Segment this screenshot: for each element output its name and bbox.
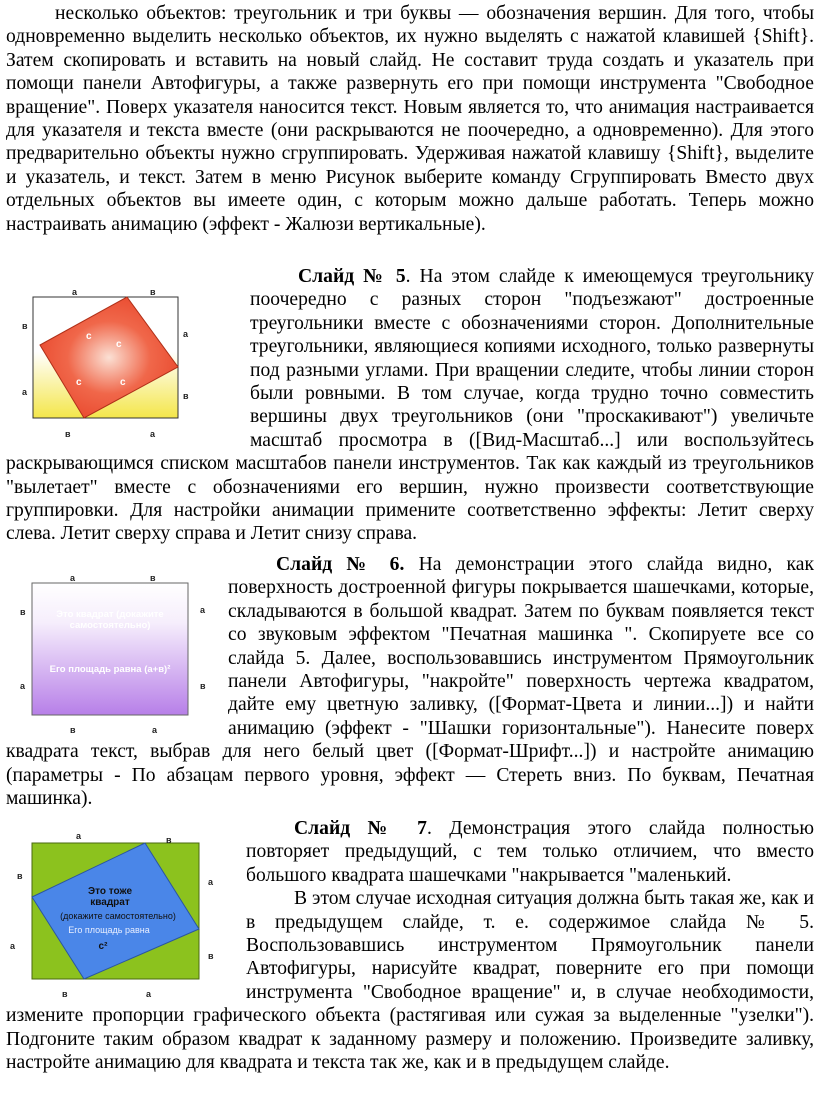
slide7-paragraph-2: В этом случае исходная ситуация должна быть такая же, как и в предыдущем слайде, т. е. содержимое слайда № 5. Воспользовавшись инструментом Прямоугольник панели Автофигуры, нарисуйте квадрат, поверните его при помощи инструмента "Свободное вращение" и, в случае необходимости, измените пропорции графического объекта (растягивая или сужая за выделенные "узелки"). Подгоните таким образом квадрат к заданному размеру и положению. Произведите заливку, настройте анимацию для квадрата и текста так же, как и в предыдущем слайде. bbox=[6, 888, 814, 1074]
slide5-heading: Слайд № 5 bbox=[298, 266, 406, 287]
label-a: а bbox=[183, 329, 189, 339]
label-b: в bbox=[150, 573, 156, 583]
label-b: в bbox=[208, 951, 214, 961]
label-b: в bbox=[17, 871, 23, 881]
label-c: с bbox=[116, 339, 122, 350]
label-a: а bbox=[208, 877, 214, 887]
slide6-square-text-1: Это квадрат (докажите самостоятельно) bbox=[56, 609, 164, 631]
slide7-section bbox=[6, 817, 814, 1074]
label-a: а bbox=[70, 573, 76, 583]
slide7-heading: Слайд № 7 bbox=[294, 818, 427, 839]
label-a: а bbox=[76, 831, 82, 841]
slide7-square-area: Его площадь равна bbox=[68, 925, 150, 935]
label-b: в bbox=[20, 607, 26, 617]
label-b: в bbox=[183, 391, 189, 401]
label-c: с bbox=[86, 331, 92, 342]
slide7-square-formula: с² bbox=[98, 941, 108, 952]
label-b: в bbox=[70, 725, 76, 735]
slide6-diagram bbox=[0, 555, 228, 735]
slide6-square bbox=[32, 583, 188, 715]
slide7-figure bbox=[0, 819, 246, 999]
slide5-section bbox=[6, 265, 814, 546]
slide7-square-title: Это тоже квадрат bbox=[87, 886, 133, 908]
label-c: с bbox=[120, 377, 126, 388]
label-a: а bbox=[200, 605, 206, 615]
slide5-figure bbox=[0, 267, 250, 443]
slide6-text: На демонстрации этого слайда видно, как поверхность достроенной фигуры покрывается шашечками, которые, складываются в большой квадрат. Затем по буквам появляется текст со звуковым эффектом "Печатная машинка ". Скопируете все со слайда 5. Далее, воспользовавшись инструментом Прямоугольник панели Автофигуры, "накройте" поверхность чертежа квадратом, дайте ему цветную заливку, ([Формат-Цвета и линии...]) и найти анимацию (эффект - "Шашки горизонтальные"). Нанесите поверх квадрата текст, выбрав для него белый цвет ([Формат-Шрифт...]) и настройте анимацию (параметры - По абзацам первого уровня, эффект — Стереть вниз. По буквам, Печатная машинка). bbox=[6, 554, 814, 810]
label-a: а bbox=[22, 387, 28, 397]
intro-paragraph: несколько объектов: треугольник и три буквы — обозначения вершин. Для того, чтобы одновременно выделить несколько объектов, их нужно выделять с нажатой клавишей {Shift}. Затем скопировать и вставить на новый слайд. Не составит труда создать и указатель при помощи панели Автофигуры, а также развернуть его при помощи инструмента "Свободное вращение". Поверх указателя наносится текст. Новым является то, что анимация настраивается для указателя и текста вместе (они раскрываются не поочередно, а одновременно). Для этого предварительно объекты нужно сгруппировать. Удерживая нажатой клавишу {Shift}, выделите и указатель, и текст. Затем в меню Рисунок выберите команду Сгруппировать Вместо двух отдельных объектов вы имеете один, с которым можно дальше работать. Теперь можно настраивать анимацию (эффект - Жалюзи вертикальные). bbox=[6, 3, 814, 235]
label-c: с bbox=[76, 377, 82, 388]
slide5-text: . На этом слайде к имеющемуся треугольнику поочередно с разных сторон "подъезжают" достроенные треугольники вместе с обозначениями сторон. Дополнительные треугольники, являющиеся копиями исходного, только развернуты под разными углами. При вращении следите, чтобы линии сторон были ровными. В том случае, когда трудно точно совместить вершины двух треугольников (они "проскакивают") увеличьте масштаб просмотра в ([Вид-Масштаб...] или воспользуйтесь раскрывающимся списком масштабов панели инструментов. Так как каждый из треугольников "вылетает" вместе с обозначениями его вершин, нужно произвести соответствующие группировки. Для настройки анимации примените соответственно эффекты: Летит сверху слева. Летит сверху справа и Летит снизу справа. bbox=[6, 266, 814, 545]
slide7-text: . Демонстрация этого слайда полностью повторяет предыдущий, с тем только отличием, что вместо большого квадрата шашечками "накрывается "маленький. bbox=[246, 818, 814, 886]
slide6-heading: Слайд № 6. bbox=[276, 554, 405, 575]
slide7-square-note: (докажите самостоятельно) bbox=[60, 911, 176, 921]
label-a: а bbox=[72, 287, 78, 297]
slide6-section bbox=[6, 553, 814, 810]
label-a: а bbox=[150, 429, 156, 439]
slide5-diagram bbox=[0, 267, 250, 443]
label-b: в bbox=[200, 681, 206, 691]
label-a: а bbox=[146, 989, 152, 999]
label-b: в bbox=[22, 321, 28, 331]
label-a: а bbox=[20, 681, 26, 691]
slide6-square-text-2: Его площадь равна (а+в)² bbox=[49, 664, 171, 675]
label-b: в bbox=[166, 835, 172, 845]
slide6-figure bbox=[0, 555, 228, 735]
label-b: в bbox=[62, 989, 68, 999]
label-a: а bbox=[152, 725, 158, 735]
label-a: а bbox=[10, 941, 16, 951]
label-b: в bbox=[150, 287, 156, 297]
label-b: в bbox=[65, 429, 71, 439]
